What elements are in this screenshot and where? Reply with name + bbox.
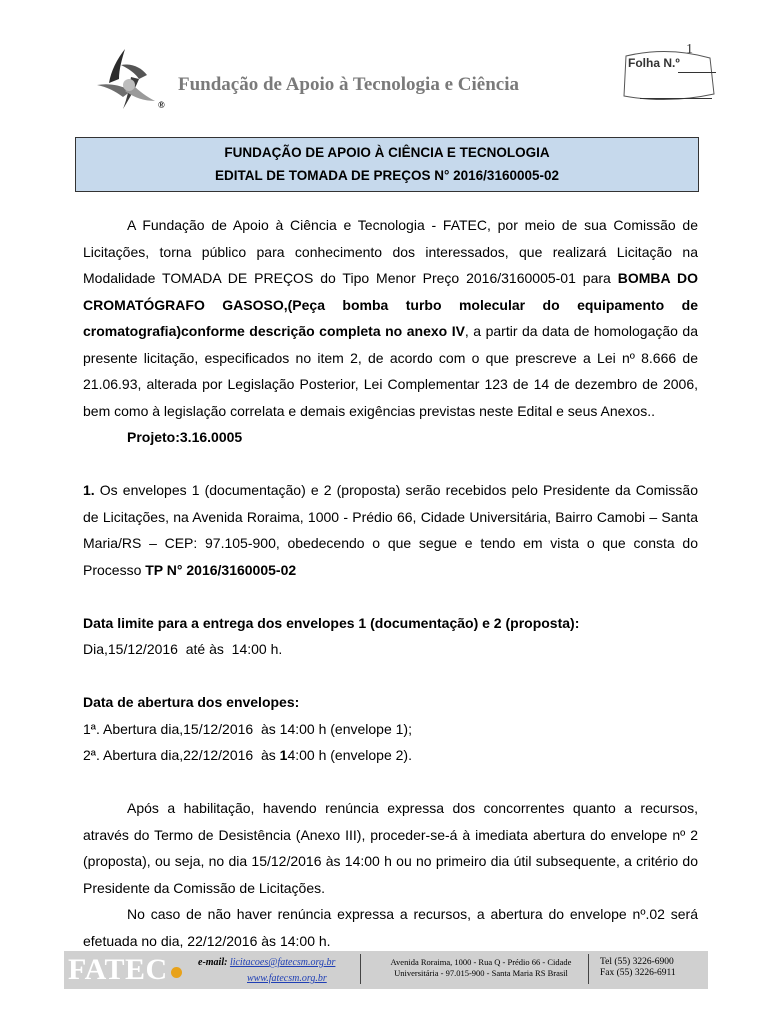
folha-label: Folha N.º	[628, 56, 680, 70]
brand-dot-icon	[171, 967, 182, 978]
item-1-number: 1.	[83, 482, 95, 498]
footer-email	[198, 957, 335, 968]
process-number: TP N° 2016/3160005-02	[145, 561, 297, 578]
folha-line	[678, 72, 716, 73]
address-line-2: Universitária - 97.015-900 - Santa Maria RS Brasil	[394, 968, 568, 978]
phone-number: Tel (55) 3226-6900	[600, 957, 674, 967]
intro-object: BOMBA DO CROMATÓGRAFO GASOSO,(Peça bomba turbo molecular do equipamento de cromatografia)conforme descrição completa no anexo IV	[83, 270, 698, 339]
title-line-2: EDITAL DE TOMADA DE PREÇOS N° 2016/3160005-02	[214, 168, 560, 183]
registered-mark: ®	[158, 100, 165, 110]
intro-paragraph	[83, 212, 698, 424]
website-link[interactable]: www.fatecsm.org.br	[247, 973, 327, 984]
fax-number: Fax (55) 3226-6911	[600, 968, 676, 978]
footer-divider	[360, 954, 361, 984]
footer-divider	[588, 954, 589, 984]
document-body	[83, 212, 698, 954]
opening-second-text: 2ª. Abertura dia,22/12/2016 às	[83, 747, 280, 763]
opening-second-bold: 1	[279, 747, 288, 763]
email-label: e-mail:	[198, 957, 228, 968]
item-1-text: Os envelopes 1 (documentação) e 2 (proposta) serão recebidos pelo Presidente da Comissão de Licitações, na Avenida Roraima, 1000 - Prédio 66, Cidade Universitária, Bairro Camobi – Santa Maria/RS – CEP: 97.105-900, obedecendo o que segue e tendo em vista o que consta do Processo	[83, 482, 698, 578]
folha-line	[640, 98, 712, 99]
intro-text-end: , a partir da data de homologação da presente licitação, especificados no item 2, de acordo com o que prescreve a Lei nº 8.666 de 21.06.93, alterada por Legislação Posterior, Lei Complementar 123 de 14 de dezembro de 2006, bem como à legislação correlata e demais exigências previstas neste Edital e seus Anexos..	[83, 323, 698, 419]
no-waiver-paragraph: No caso de não haver renúncia expressa a recursos, a abertura do envelope nº.02 será efetuada no dia, 22/12/2016 às 14:00 h.	[83, 906, 698, 949]
footer-address	[372, 957, 590, 979]
fatec-logo-icon	[95, 45, 165, 113]
folha-number: 1	[686, 42, 693, 57]
footer-brand: FATEC	[68, 953, 168, 986]
foundation-name	[158, 74, 519, 110]
foundation-name-text: Fundação de Apoio à Tecnologia e Ciência	[178, 74, 519, 95]
footer-bar	[64, 951, 708, 989]
title-line-1: FUNDAÇÃO DE APOIO À CIÊNCIA E TECNOLOGIA	[224, 145, 550, 160]
opening-second	[83, 742, 698, 769]
edital-title-box	[75, 137, 699, 192]
deadline-value: Dia,15/12/2016 até às 14:00 h.	[83, 641, 283, 657]
opening-first: 1ª. Abertura dia,15/12/2016 às 14:00 h (envelope 1);	[83, 720, 412, 737]
opening-heading: Data de abertura dos envelopes:	[83, 694, 300, 710]
email-link[interactable]: licitacoes@fatecsm.org.br	[229, 957, 336, 968]
opening-second-end: 4:00 h (envelope 2).	[287, 747, 412, 763]
intro-text: A Fundação de Apoio à Ciência e Tecnologia - FATEC, por meio de sua Comissão de Licitações, torna público para conhecimento dos interessados, que realizará Licitação na Modalidade TOMADA DE PREÇOS do Tipo Menor Preço 2016/3160005-01 para	[83, 217, 698, 286]
footer-phones	[600, 957, 676, 979]
address-line-1: Avenida Roraima, 1000 - Rua Q - Prédio 66 - Cidade	[390, 957, 572, 967]
projeto-line: Projeto:3.16.0005	[127, 429, 243, 445]
deadline-heading: Data limite para a entrega dos envelopes 1 (documentação) e 2 (proposta):	[83, 614, 580, 631]
item-1-paragraph	[83, 477, 698, 583]
habilitation-paragraph: Após a habilitação, havendo renúncia expressa dos concorrentes quanto a recursos, através do Termo de Desistência (Anexo III), proceder-se-á à imediata abertura do envelope nº 2 (proposta), ou seja, no dia 15/12/2016 às 14:00 h ou no primeiro dia útil subsequente, a critério do Presidente da Comissão de Licitações.	[83, 800, 698, 896]
